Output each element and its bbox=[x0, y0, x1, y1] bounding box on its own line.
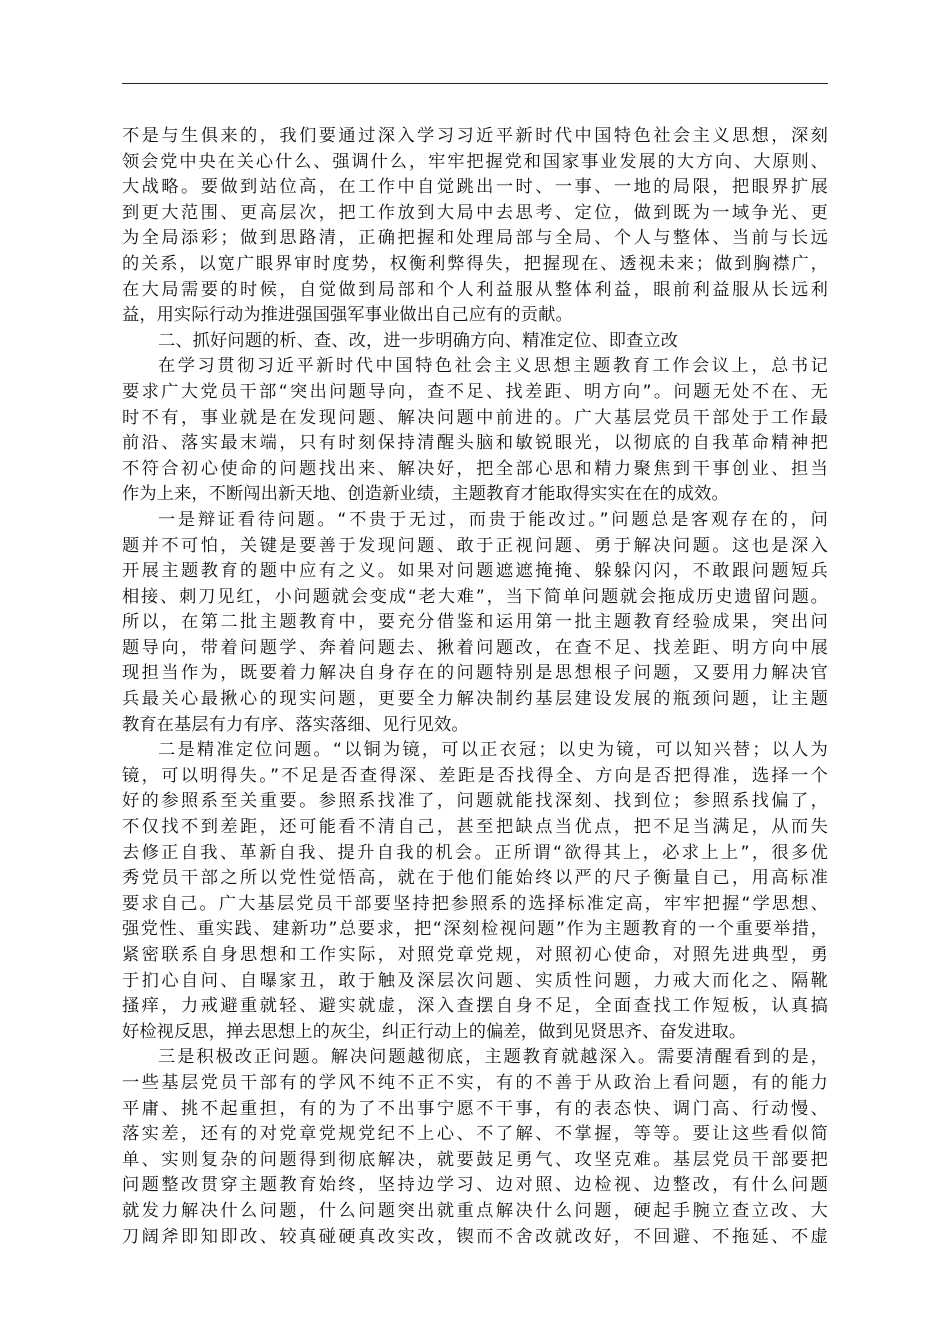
text-line: 刀阔斧即知即改、较真碰硬真改实改，锲而不舍改就改好，不回避、不拖延、不虚 bbox=[122, 1226, 828, 1247]
text-line: 一是辩证看待问题。“不贵于无过，而贵于能改过。”问题总是客观存在的，问 bbox=[158, 509, 828, 530]
text-line: 强党性、重实践、建新功”总要求，把“深刻检视问题”作为主题教育的一个重要举措， bbox=[122, 919, 828, 940]
text-line: 开展主题教育的题中应有之义。如果对问题遮遮掩掩、躲躲闪闪，不敢跟问题短兵 bbox=[122, 561, 828, 582]
text-line: 在大局需要的时候，自觉做到局部和个人利益服从整体利益，眼前利益服从长远利 bbox=[122, 279, 828, 300]
text-line: 好检视反思，掸去思想上的灰尘，纠正行动上的偏差，做到见贤思齐、奋发进取。 bbox=[122, 1021, 747, 1042]
text-line: 单、实则复杂的问题得到彻底解决，就要鼓足勇气、攻坚克难。基层党员干部要把 bbox=[122, 1149, 828, 1170]
text-line: 于扪心自问、自曝家丑，敢于触及深层次问题、实质性问题，力戒大而化之、隔靴 bbox=[122, 970, 828, 991]
text-line: 领会党中央在关心什么、强调什么，牢牢把握党和国家事业发展的大方向、大原则、 bbox=[122, 151, 828, 172]
text-line: 三是积极改正问题。解决问题越彻底，主题教育就越深入。需要清醒看到的是， bbox=[158, 1047, 828, 1068]
text-line: 时不有，事业就是在发现问题、解决问题中前进的。广大基层党员干部处于工作最 bbox=[122, 407, 828, 428]
text-line: 的关系，以宽广眼界审时度势，权衡利弊得失，把握现在、透视未来；做到胸襟广， bbox=[122, 253, 828, 274]
text-line: 秀党员干部之所以党性觉悟高，就在于他们能始终以严的尺子衡量自己，用高标准 bbox=[122, 868, 828, 889]
text-line: 平庸、挑不起重担，有的为了不出事宁愿不干事，有的表态快、调门高、行动慢、 bbox=[122, 1098, 828, 1119]
text-line: 所以，在第二批主题教育中，要充分借鉴和运用第一批主题教育经验成果，突出问 bbox=[122, 612, 828, 633]
text-line: 题并不可怕，关键是要善于发现问题、敢于正视问题、勇于解决问题。这也是深入 bbox=[122, 535, 828, 556]
text-line: 去修正自我、革新自我、提升自我的机会。正所谓“欲得其上，必求上上”，很多优 bbox=[122, 842, 828, 863]
text-line: 落实差，还有的对党章党规党纪不上心、不了解、不掌握，等等。要让这些看似简 bbox=[122, 1124, 828, 1145]
text-line: 要求自己。广大基层党员干部要坚持把参照系的选择标准定高，牢牢把握“学思想、 bbox=[122, 893, 828, 914]
text-line: 二是精准定位问题。“以铜为镜，可以正衣冠；以史为镜，可以知兴替；以人为 bbox=[158, 740, 828, 761]
text-line: 就发力解决什么问题，什么问题突出就重点解决什么问题，硬起手腕立查立改、大 bbox=[122, 1200, 828, 1221]
text-line: 兵最关心最揪心的现实问题，更要全力解决制约基层建设发展的瓶颈问题，让主题 bbox=[122, 689, 828, 710]
text-line: 搔痒，力戒避重就轻、避实就虚，深入查摆自身不足，全面查找工作短板，认真搞 bbox=[122, 996, 828, 1017]
header-divider bbox=[122, 83, 828, 84]
text-line: 不是与生俱来的，我们要通过深入学习习近平新时代中国特色社会主义思想，深刻 bbox=[122, 126, 828, 146]
text-line: 前沿、落实最末端，只有时刻保持清醒头脑和敏锐眼光，以彻底的自我革命精神把 bbox=[122, 433, 828, 454]
text-line: 不仅找不到差距，还可能看不清自己，甚至把缺点当优点，把不足当满足，从而失 bbox=[122, 817, 828, 838]
text-line: 不符合初心使命的问题找出来、解决好，把全部心思和精力聚焦到干事创业、担当 bbox=[122, 458, 828, 479]
text-line: 教育在基层有力有序、落实落细、见行见效。 bbox=[122, 714, 469, 735]
text-line: 镜，可以明得失。”不足是否查得深、差距是否找得全、方向是否把得准，选择一个 bbox=[122, 765, 828, 786]
text-line: 要求广大党员干部“突出问题导向，查不足、找差距、明方向”。问题无处不在、无 bbox=[122, 381, 828, 402]
text-line: 现担当作为，既要着力解决自身存在的问题特别是思想根子问题，又要用力解决官 bbox=[122, 663, 828, 684]
text-line: 问题整改贯穿主题教育始终，坚持边学习、边对照、边检视、边整改，有什么问题 bbox=[122, 1175, 828, 1196]
text-line: 为全局添彩；做到思路清，正确把握和处理局部与全局、个人与整体、当前与长远 bbox=[122, 228, 828, 249]
text-line: 在学习贯彻习近平新时代中国特色社会主义思想主题教育工作会议上，总书记 bbox=[158, 356, 828, 377]
section-heading: 二、抓好问题的析、查、改，进一步明确方向、精准定位、即查立改 bbox=[158, 330, 679, 351]
text-line: 大战略。要做到站位高，在工作中自觉跳出一时、一事、一地的局限，把眼界扩展 bbox=[122, 177, 828, 198]
text-line: 一些基层党员干部有的学风不纯不正不实，有的不善于从政治上看问题，有的能力 bbox=[122, 1072, 828, 1093]
document-body bbox=[122, 124, 828, 1250]
text-line: 题导向，带着问题学、奔着问题去、揪着问题改，在查不足、找差距、明方向中展 bbox=[122, 637, 828, 658]
text-line: 好的参照系至关重要。参照系找准了，问题就能找深刻、找到位；参照系找偏了， bbox=[122, 791, 828, 812]
text-line: 作为上来，不断闯出新天地、创造新业绩，主题教育才能取得实实在在的成效。 bbox=[122, 484, 729, 505]
text-line: 紧密联系自身思想和工作实际，对照党章党规，对照初心使命，对照先进典型，勇 bbox=[122, 945, 828, 965]
text-line: 到更大范围、更高层次，把工作放到大局中去思考、定位，做到既为一域争光、更 bbox=[122, 202, 828, 223]
text-line: 益，用实际行动为推进强国强军事业做出自己应有的贡献。 bbox=[122, 305, 573, 326]
text-line: 相接、刺刀见红，小问题就会变成“老大难”，当下简单问题就会拖成历史遗留问题。 bbox=[122, 586, 828, 607]
